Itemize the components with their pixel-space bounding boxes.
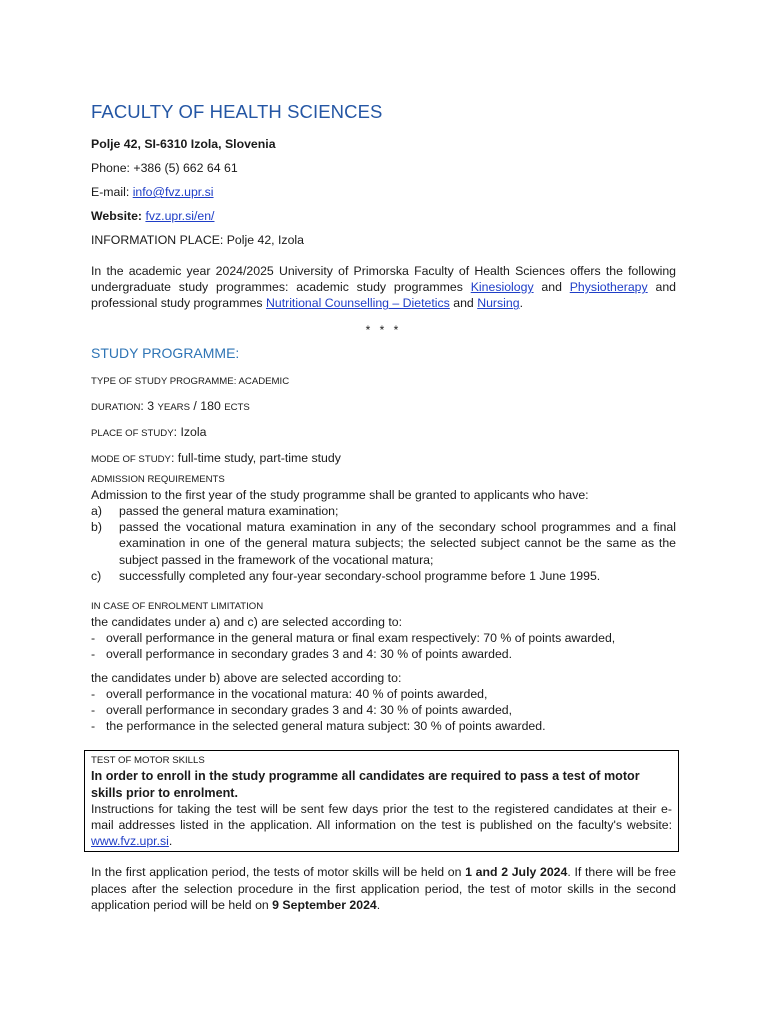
- kinesiology-link[interactable]: Kinesiology: [470, 280, 534, 295]
- admission-section: [91, 473, 676, 584]
- limitation-section: [91, 600, 676, 734]
- motor-text: Instructions for taking the test will be sent few days prior the test to the registered candidates at their e-mail addresses listed in the application. All information on the test is published on the faculty's website:: [91, 801, 672, 833]
- mode-label: MODE OF STUDY: [91, 453, 171, 465]
- admission-marker: a): [91, 504, 102, 519]
- intro-text-3: and professional study programmes: [91, 280, 676, 311]
- periods-paragraph: [91, 864, 676, 913]
- physiotherapy-link[interactable]: Physiotherapy: [569, 280, 648, 295]
- email-link[interactable]: info@fvz.upr.si: [132, 185, 214, 199]
- motor-heading: TEST OF MOTOR SKILLS: [91, 755, 205, 767]
- periods-end: .: [376, 897, 381, 912]
- duration-label: DURATION: [91, 401, 141, 413]
- address-line: Polje 42, SI-6310 Izola, Slovenia: [91, 137, 276, 151]
- motor-instructions: [91, 801, 672, 850]
- list-item-text: overall performance in the general matura or final exam respectively: 70 % of points awarded,: [106, 631, 616, 646]
- list-item: [91, 686, 676, 702]
- faculty-website-link[interactable]: www.fvz.upr.si: [91, 834, 169, 849]
- first-test-date: 1 and 2 July 2024: [465, 865, 568, 880]
- periods-text-1: In the first application period, the tests of motor skills will be held on: [91, 865, 466, 880]
- intro-text-4: and: [449, 296, 478, 311]
- intro-text-1: In the academic year 2024/2025 University of Primorska Faculty of Health Sciences offers the following undergraduate study programmes: academic study programmes: [91, 264, 676, 295]
- list-item-text: the performance in the selected general matura subject: 30 % of points awarded.: [106, 719, 546, 734]
- intro-paragraph: [91, 263, 676, 312]
- admission-text: passed the vocational matura examination in any of the secondary school programmes and a final examination in one of the general matura subjects; the selected subject cannot be the same as the subject passed in the framework of the vocational matura;: [119, 520, 676, 567]
- duration-value-c: / 180: [190, 398, 225, 413]
- second-test-date: 9 September 2024: [272, 897, 377, 912]
- list-item: [91, 702, 676, 718]
- website-link[interactable]: fvz.upr.si/en/: [145, 209, 215, 223]
- periods-text-2: . If there will be free places after the selection procedure in the first application period, the test of motor skills in the second application period will be held on: [91, 865, 676, 912]
- faculty-title: FACULTY OF HEALTH SCIENCES: [91, 101, 383, 122]
- dash-marker: -: [91, 719, 96, 734]
- dietetics-link[interactable]: Nutritional Counselling – Dietetics: [265, 296, 450, 311]
- programme-mode: [91, 449, 676, 469]
- admission-item: [91, 503, 676, 519]
- limitation-heading: IN CASE OF ENROLMENT LIMITATION: [91, 601, 264, 613]
- admission-heading: ADMISSION REQUIREMENTS: [91, 473, 225, 485]
- motor-skills-box: [84, 750, 679, 852]
- dash-marker: -: [91, 631, 96, 646]
- separator: * * *: [365, 322, 402, 337]
- dash-marker: -: [91, 647, 96, 662]
- document-content: [91, 100, 676, 923]
- list-item: [91, 630, 676, 646]
- email-label: E-mail:: [91, 185, 133, 199]
- duration-value-a: : 3: [140, 398, 158, 413]
- group1-intro: the candidates under a) and c) are selected according to:: [91, 615, 403, 630]
- dash-marker: -: [91, 703, 96, 718]
- motor-end: .: [168, 834, 173, 849]
- place-label: PLACE OF STUDY: [91, 427, 174, 439]
- nursing-link[interactable]: Nursing: [477, 296, 520, 311]
- admission-text: successfully completed any four-year secondary-school programme before 1 June 1995.: [119, 568, 601, 583]
- admission-intro: Admission to the first year of the study programme shall be granted to applicants who have:: [91, 487, 589, 502]
- info-place-line: INFORMATION PLACE: Polje 42, Izola: [91, 233, 304, 247]
- admission-item: [91, 519, 676, 568]
- admission-text: passed the general matura examination;: [119, 504, 339, 519]
- type-label: TYPE OF STUDY PROGRAMME: [91, 375, 234, 387]
- intro-text-2: and: [533, 280, 570, 295]
- motor-requirement: In order to enroll in the study programme all candidates are required to pass a test of motor skills prior to enrolment.: [91, 769, 640, 800]
- group2-intro: the candidates under b) above are selected according to:: [91, 670, 402, 685]
- admission-item: [91, 568, 676, 584]
- mode-value: : full-time study, part-time study: [170, 450, 341, 465]
- study-programme-heading: STUDY PROGRAMME:: [91, 344, 240, 361]
- list-item: [91, 646, 676, 662]
- website-label: Website:: [91, 209, 146, 223]
- place-value: : Izola: [173, 424, 207, 439]
- list-item: [91, 718, 676, 734]
- dash-marker: -: [91, 686, 96, 701]
- programme-type: [91, 371, 676, 391]
- admission-marker: c): [91, 568, 102, 583]
- email-line: [91, 183, 676, 201]
- duration-value-d: ECTS: [224, 401, 250, 413]
- programme-place: [91, 423, 676, 443]
- list-item-text: overall performance in secondary grades 3 and 4: 30 % of points awarded,: [106, 703, 513, 718]
- website-line: [91, 207, 676, 225]
- list-item-text: overall performance in secondary grades 3 and 4: 30 % of points awarded.: [106, 647, 513, 662]
- type-value: : ACADEMIC: [233, 375, 290, 387]
- list-item-text: overall performance in the vocational matura: 40 % of points awarded,: [106, 686, 488, 701]
- phone-line: Phone: +386 (5) 662 64 61: [91, 161, 238, 175]
- programme-duration: [91, 397, 676, 417]
- duration-value-b: YEARS: [157, 401, 191, 413]
- admission-marker: b): [91, 520, 102, 535]
- intro-text-end: .: [519, 296, 523, 311]
